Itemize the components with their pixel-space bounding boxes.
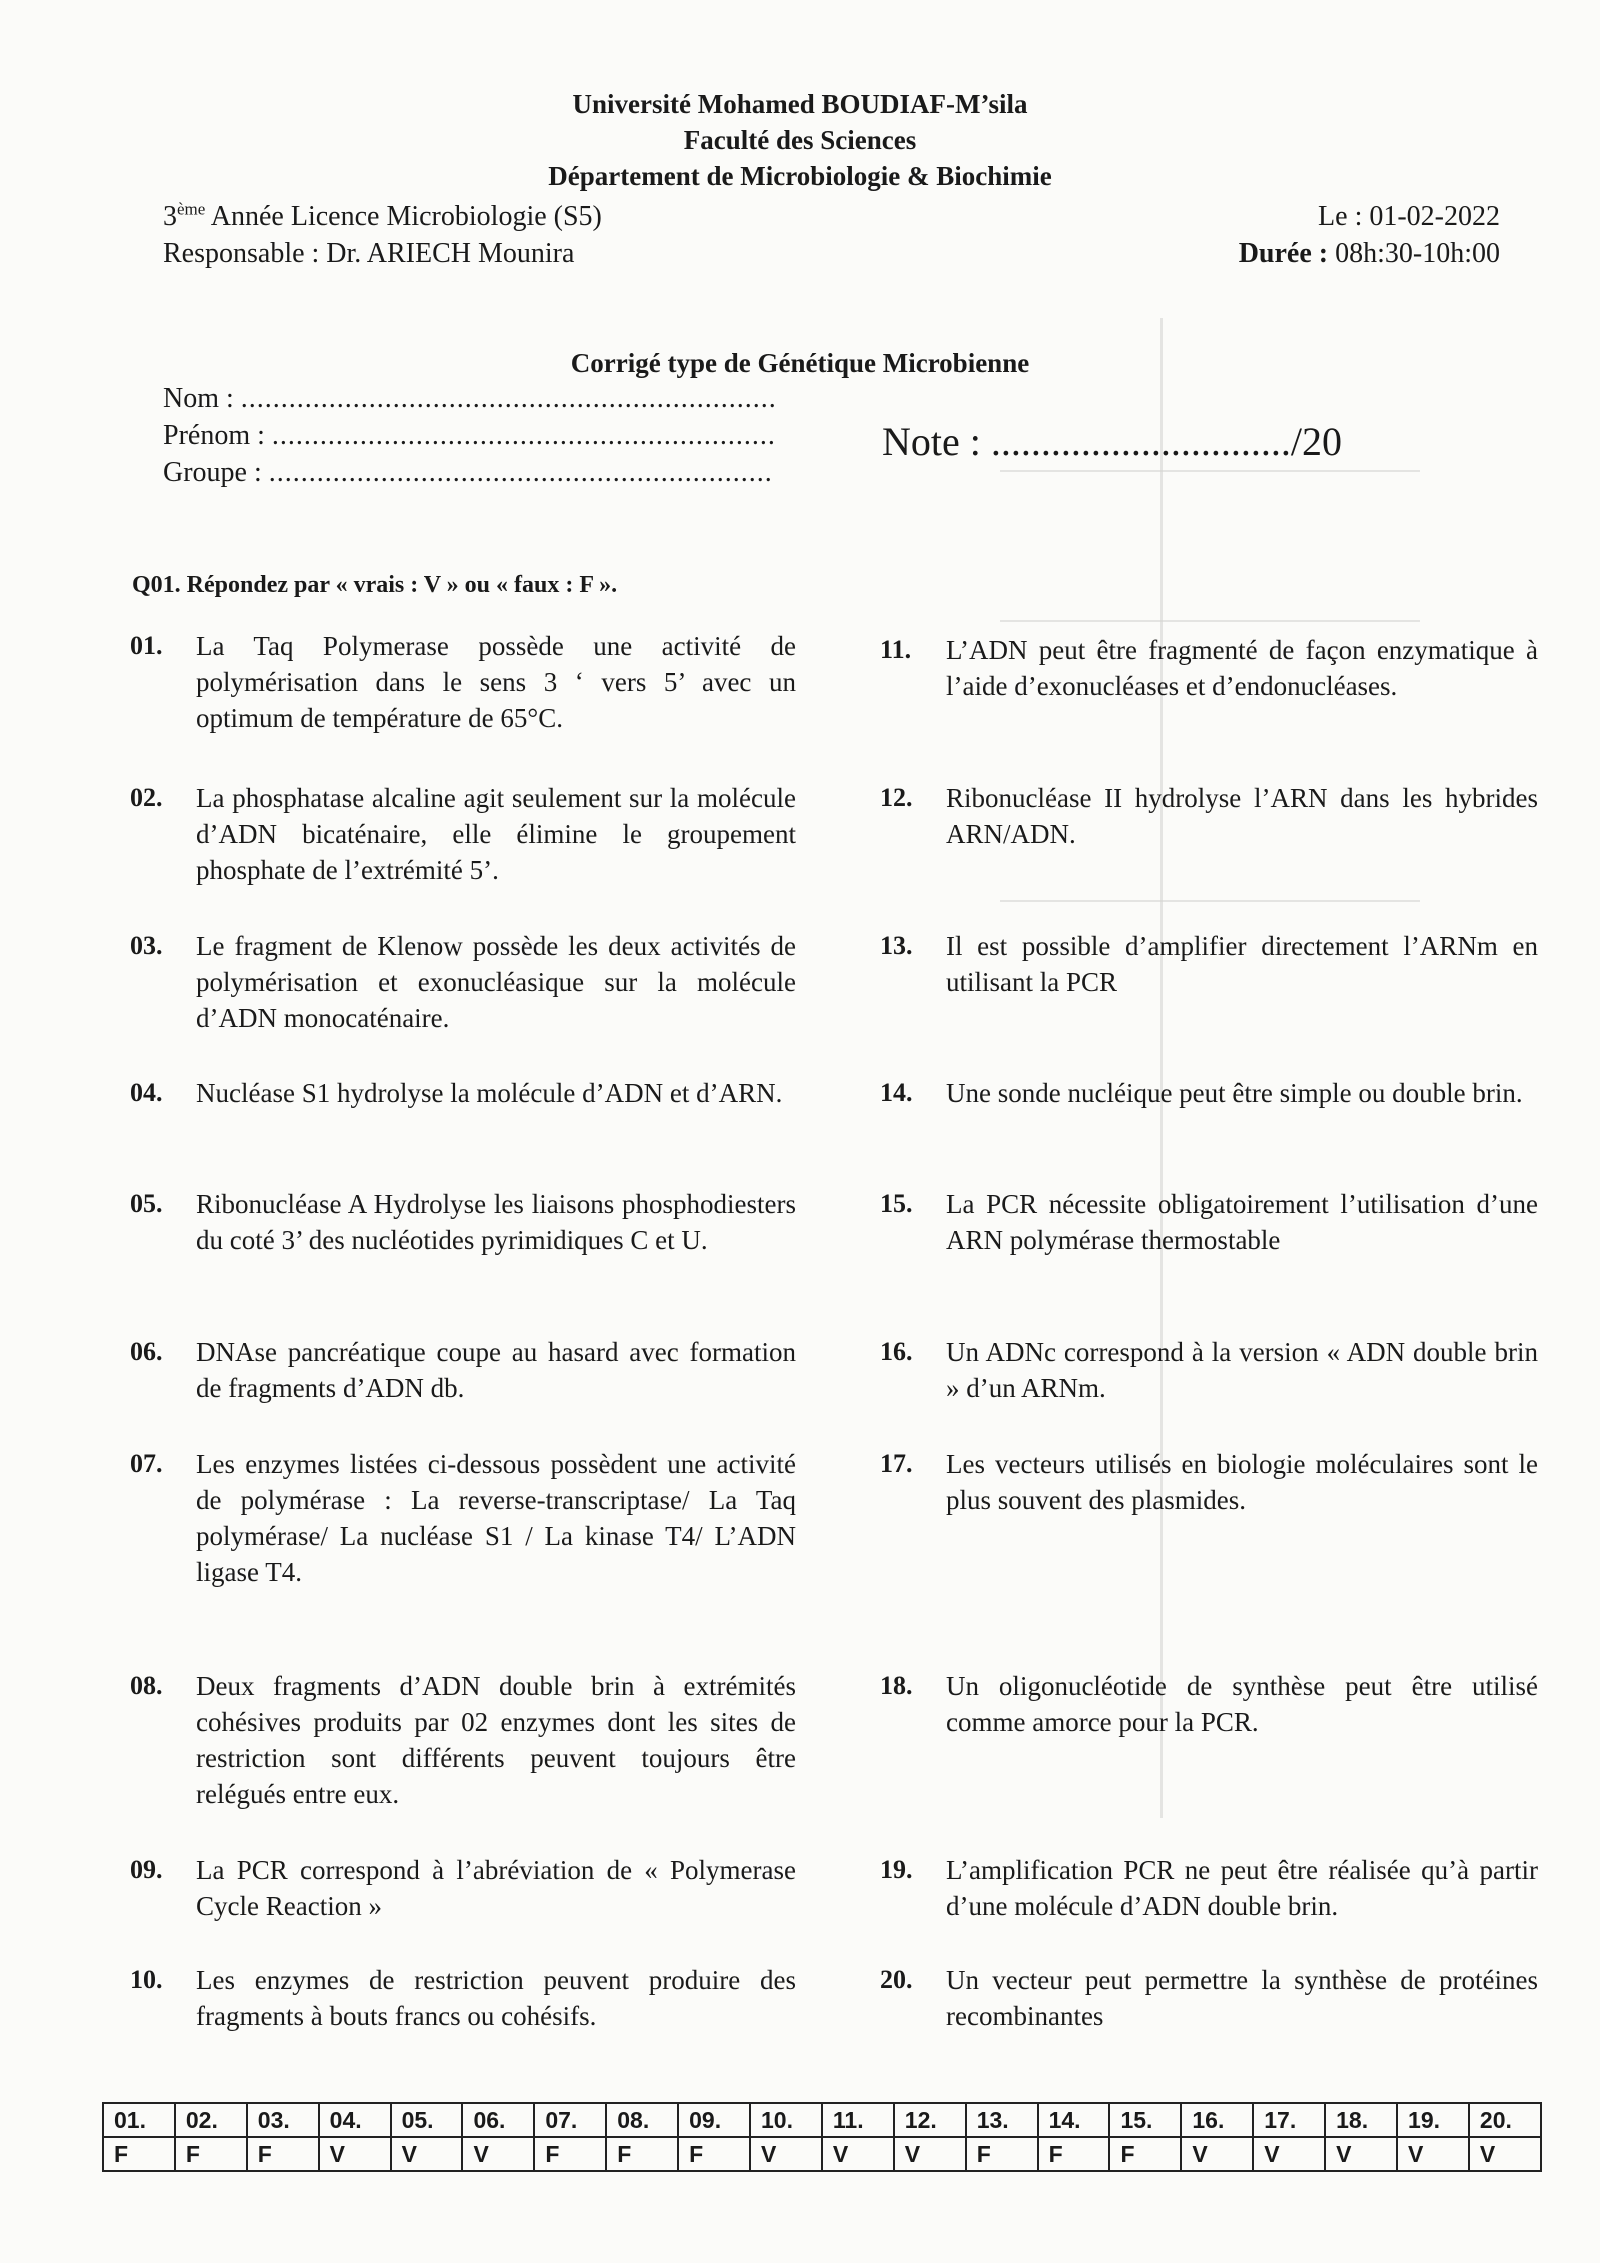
- answer-header-cell: 08.: [606, 2103, 678, 2137]
- answer-header-cell: 13.: [966, 2103, 1038, 2137]
- question-number: 17.: [880, 1449, 913, 1478]
- answer-table-header-row: [103, 2103, 1541, 2137]
- answer-header-cell: 18.: [1325, 2103, 1397, 2137]
- question-text: Le fragment de Klenow possède les deux activités de polymérisation et exonucléasique sur la molécule d’ADN monocaténaire.: [196, 931, 796, 1033]
- answer-cell: F: [175, 2137, 247, 2171]
- document-title: Corrigé type de Génétique Microbienne: [570, 348, 1030, 378]
- note-field: Note : ............................../20: [882, 419, 1342, 464]
- answer-header-cell: 06.: [462, 2103, 534, 2137]
- answer-cell: V: [1397, 2137, 1469, 2171]
- answer-header-cell: 01.: [103, 2103, 175, 2137]
- answer-header-cell: 09.: [678, 2103, 750, 2137]
- answer-cell: F: [966, 2137, 1038, 2171]
- answer-cell: F: [247, 2137, 319, 2171]
- question-number: 10.: [130, 1965, 163, 1994]
- answer-cell: F: [534, 2137, 606, 2171]
- question-number: 08.: [130, 1671, 163, 1700]
- question-text: Ribonucléase A Hydrolyse les liaisons phosphodiesters du coté 3’ des nucléotides pyrimidiques C et U.: [196, 1189, 796, 1255]
- question-text: Une sonde nucléique peut être simple ou double brin.: [946, 1078, 1523, 1108]
- question-text: Nucléase S1 hydrolyse la molécule d’ADN et d’ARN.: [196, 1078, 783, 1108]
- answer-header-cell: 03.: [247, 2103, 319, 2137]
- answer-header-cell: 02.: [175, 2103, 247, 2137]
- answer-header-cell: 17.: [1253, 2103, 1325, 2137]
- answer-cell: V: [822, 2137, 894, 2171]
- question-text: Un vecteur peut permettre la synthèse de protéines recombinantes: [946, 1965, 1538, 2031]
- question-text: L’amplification PCR ne peut être réalisée qu’à partir d’une molécule d’ADN double brin.: [946, 1855, 1538, 1921]
- institution-header: [0, 86, 1600, 194]
- prenom-field: Prénom : ...............................................................: [163, 420, 776, 451]
- question-text: Un ADNc correspond à la version « ADN double brin » d’un ARNm.: [946, 1337, 1538, 1403]
- course-year: 3ème Année Licence Microbiologie (S5): [163, 199, 602, 232]
- answer-cell: V: [750, 2137, 822, 2171]
- department-name: Département de Microbiologie & Biochimie: [548, 161, 1052, 191]
- answer-cell: V: [462, 2137, 534, 2171]
- answer-table-value-row: [103, 2137, 1541, 2171]
- exam-date: Le : 01-02-2022: [1318, 201, 1500, 232]
- show-through-line: [1160, 318, 1163, 1818]
- answer-cell: F: [678, 2137, 750, 2171]
- question-number: 03.: [130, 931, 163, 960]
- question-number: 13.: [880, 931, 913, 960]
- question-number: 04.: [130, 1078, 163, 1107]
- question-number: 11.: [880, 635, 912, 664]
- answer-header-cell: 04.: [319, 2103, 391, 2137]
- answer-cell: V: [1253, 2137, 1325, 2171]
- groupe-field: Groupe : ...............................................................: [163, 457, 773, 488]
- answer-header-cell: 10.: [750, 2103, 822, 2137]
- show-through-line: [1000, 900, 1420, 902]
- show-through-line: [1000, 620, 1420, 622]
- answer-cell: V: [391, 2137, 463, 2171]
- answer-header-cell: 19.: [1397, 2103, 1469, 2137]
- question-text: Les enzymes listées ci-dessous possèdent une activité de polymérase : La reverse-transcriptase/ La Taq polymérase/ La nucléase S1 / La kinase T4/ L’ADN ligase T4.: [196, 1449, 796, 1587]
- answer-table: [102, 2102, 1542, 2172]
- course-info: [163, 198, 602, 272]
- answer-cell: V: [319, 2137, 391, 2171]
- question-number: 06.: [130, 1337, 163, 1366]
- answer-header-cell: 07.: [534, 2103, 606, 2137]
- answer-header-cell: 20.: [1469, 2103, 1541, 2137]
- answer-header-cell: 16.: [1181, 2103, 1253, 2137]
- answer-cell: F: [103, 2137, 175, 2171]
- answer-header-cell: 15.: [1109, 2103, 1181, 2137]
- student-fields: [163, 380, 777, 491]
- question-number: 09.: [130, 1855, 163, 1884]
- question-number: 15.: [880, 1189, 913, 1218]
- question-number: 20.: [880, 1965, 913, 1994]
- question-text: Les enzymes de restriction peuvent produire des fragments à bouts francs ou cohésifs.: [196, 1965, 796, 2031]
- question-text: Un oligonucléotide de synthèse peut être utilisé comme amorce pour la PCR.: [946, 1671, 1538, 1737]
- answer-header-cell: 05.: [391, 2103, 463, 2137]
- faculty-name: Faculté des Sciences: [683, 125, 917, 155]
- exam-duration: Durée : 08h:30-10h:00: [1238, 238, 1500, 269]
- question-number: 16.: [880, 1337, 913, 1366]
- answer-cell: F: [1038, 2137, 1110, 2171]
- question-number: 12.: [880, 783, 913, 812]
- question-text: Ribonucléase II hydrolyse l’ARN dans les hybrides ARN/ADN.: [946, 783, 1538, 849]
- answer-header-cell: 11.: [822, 2103, 894, 2137]
- question-text: L’ADN peut être fragmenté de façon enzymatique à l’aide d’exonucléases et d’endonucléases.: [946, 635, 1538, 701]
- answer-cell: V: [1325, 2137, 1397, 2171]
- question-text: DNAse pancréatique coupe au hasard avec formation de fragments d’ADN db.: [196, 1337, 796, 1403]
- question-number: 02.: [130, 783, 163, 812]
- question-heading: Q01. Répondez par « vrais : V » ou « faux : F ».: [132, 572, 618, 598]
- nom-field: Nom : ...................................................................: [163, 383, 777, 414]
- show-through-line: [1000, 470, 1420, 472]
- question-text: La Taq Polymerase possède une activité de polymérisation dans le sens 3 ‘ vers 5’ avec un optimum de température de 65°C.: [196, 631, 796, 733]
- question-number: 18.: [880, 1671, 913, 1700]
- question-text: La phosphatase alcaline agit seulement sur la molécule d’ADN bicaténaire, elle élimine le groupement phosphate de l’extrémité 5’.: [196, 783, 796, 885]
- question-number: 19.: [880, 1855, 913, 1884]
- question-text: Il est possible d’amplifier directement l’ARNm en utilisant la PCR: [946, 931, 1538, 997]
- answer-cell: F: [606, 2137, 678, 2171]
- question-number: 01.: [130, 631, 163, 660]
- university-name: Université Mohamed BOUDIAF-M’sila: [572, 89, 1028, 119]
- answer-header-cell: 14.: [1038, 2103, 1110, 2137]
- question-text: La PCR correspond à l’abréviation de « Polymerase Cycle Reaction »: [196, 1855, 796, 1921]
- answer-cell: V: [1469, 2137, 1541, 2171]
- question-text: Les vecteurs utilisés en biologie moléculaires sont le plus souvent des plasmides.: [946, 1449, 1538, 1515]
- question-text: La PCR nécessite obligatoirement l’utilisation d’une ARN polymérase thermostable: [946, 1189, 1538, 1255]
- question-number: 07.: [130, 1449, 163, 1478]
- question-number: 05.: [130, 1189, 163, 1218]
- question-text: Deux fragments d’ADN double brin à extrémités cohésives produits par 02 enzymes dont les sites de restriction sont différents peuvent toujours être relégués entre eux.: [196, 1671, 796, 1809]
- answer-cell: V: [894, 2137, 966, 2171]
- answer-cell: V: [1181, 2137, 1253, 2171]
- question-number: 14.: [880, 1078, 913, 1107]
- answer-cell: F: [1109, 2137, 1181, 2171]
- answer-header-cell: 12.: [894, 2103, 966, 2137]
- exam-info: [1239, 198, 1500, 272]
- course-responsible: Responsable : Dr. ARIECH Mounira: [163, 238, 575, 269]
